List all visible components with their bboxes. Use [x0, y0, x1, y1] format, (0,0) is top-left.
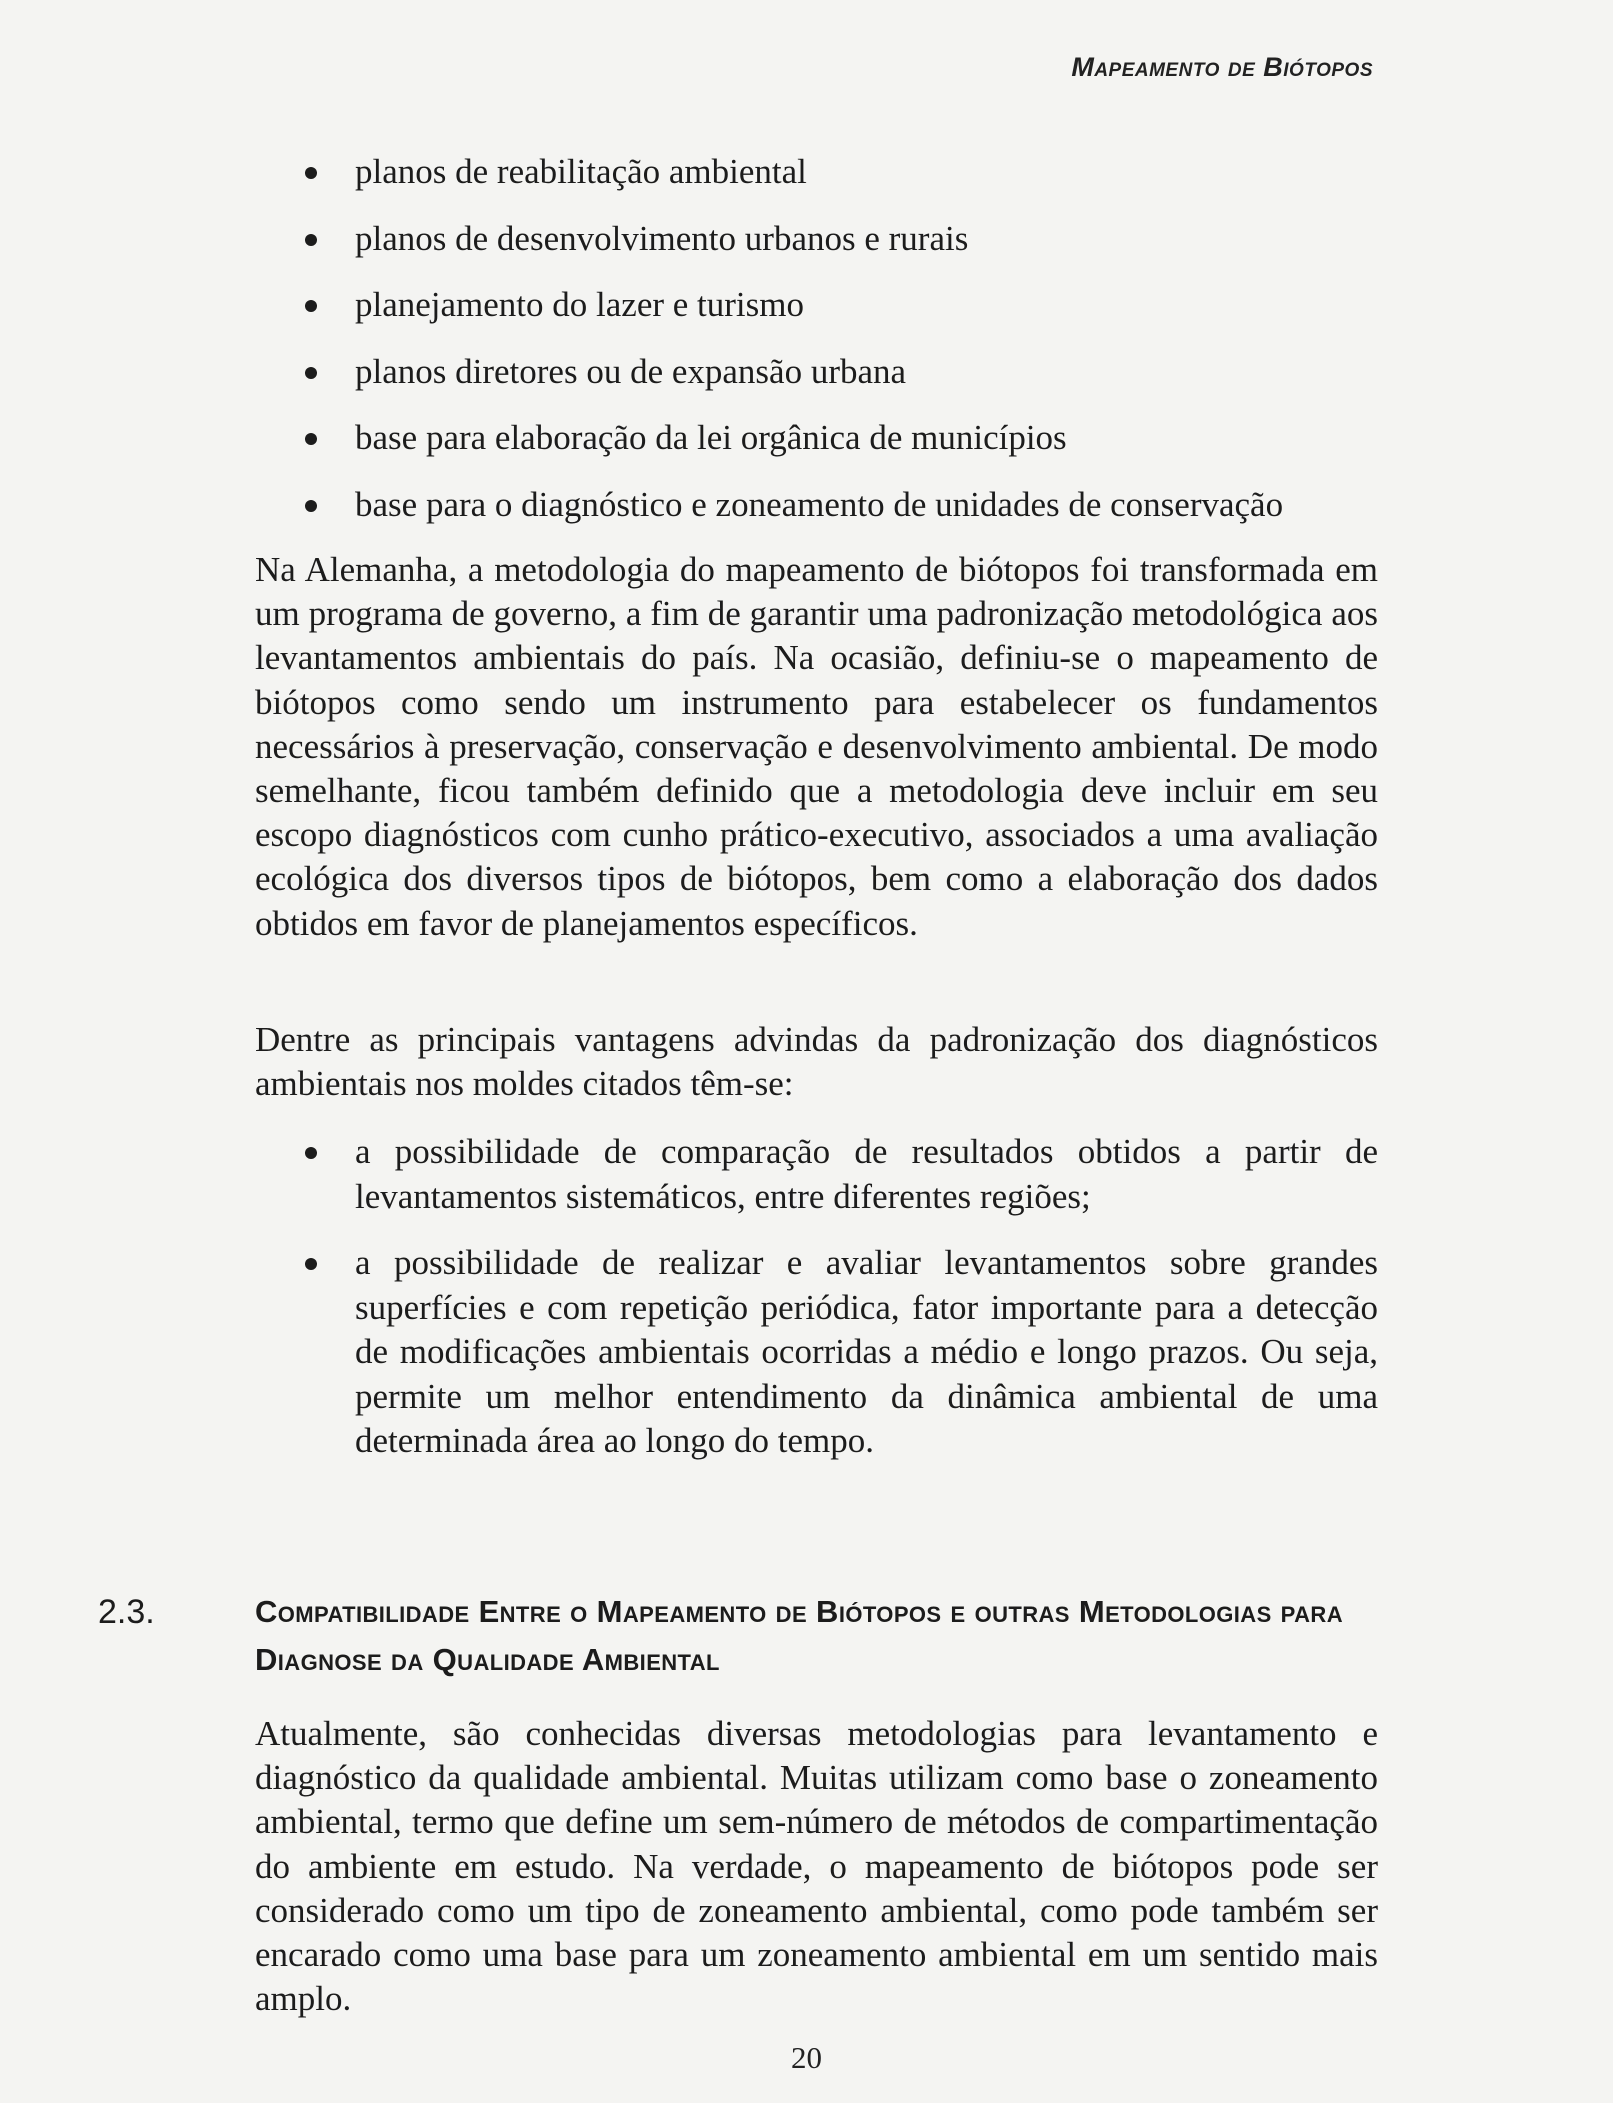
- list-item-text: planos de reabilitação ambiental: [355, 152, 807, 191]
- bullet-icon: [305, 167, 317, 179]
- list-item: [255, 283, 1378, 350]
- section-number: 2.3.: [98, 1593, 155, 1631]
- bullet-icon: [305, 367, 317, 379]
- bullet-icon: [305, 234, 317, 246]
- bullet-icon: [305, 433, 317, 445]
- list-item-text: a possibilidade de comparação de resultados obtidos a partir de levantamentos sistemáticos, entre diferentes regiões;: [355, 1132, 1378, 1216]
- paragraph-germany: Na Alemanha, a metodologia do mapeamento de biótopos foi transformada em um programa de governo, a fim de garantir uma padronização metodológica aos levantamentos ambientais do país. Na ocasião, definiu-se o mapeamento de biótopos como sendo um instrumento para estabelecer os fundamentos necessários à preservação, conservação e desenvolvimento ambiental. De modo semelhante, ficou também definido que a metodologia deve incluir em seu escopo diagnósticos com cunho prático-executivo, associados a uma avaliação ecológica dos diversos tipos de biótopos, bem como a elaboração dos dados obtidos em favor de planejamentos específicos.: [255, 550, 1378, 943]
- bullet-icon: [305, 1258, 317, 1270]
- paragraph-advantages-intro: Dentre as principais vantagens advindas da padronização dos diagnósticos ambientais nos moldes citados têm-se:: [255, 1020, 1378, 1104]
- list-item: [255, 483, 1378, 550]
- list-item-text: base para elaboração da lei orgânica de municípios: [355, 418, 1067, 457]
- list-item: [255, 217, 1378, 284]
- paragraph-methodologies: Atualmente, são conhecidas diversas metodologias para levantamento e diagnóstico da qualidade ambiental. Muitas utilizam como base o zoneamento ambiental, termo que define um sem-número de métodos de compartimentação do ambiente em estudo. Na verdade, o mapeamento de biótopos pode ser considerado como um tipo de zoneamento ambiental, como pode também ser encarado como uma base para um zoneamento ambiental em um sentido mais amplo.: [255, 1714, 1378, 2019]
- bullet-icon: [305, 300, 317, 312]
- list-item: [255, 1241, 1378, 1464]
- list-item: [255, 1130, 1378, 1219]
- list-item: [255, 350, 1378, 417]
- page-number: 20: [791, 2040, 822, 2075]
- list-item: [255, 416, 1378, 483]
- bullet-icon: [305, 1147, 317, 1159]
- list-item-text: a possibilidade de realizar e avaliar levantamentos sobre grandes superfícies e com repetição periódica, fator importante para a detecção de modificações ambientais ocorridas a médio e longo prazos. Ou seja, permite um melhor entendimento da dinâmica ambiental de uma determinada área ao longo do tempo.: [355, 1243, 1378, 1460]
- list-item-text: planos de desenvolvimento urbanos e rurais: [355, 218, 969, 258]
- section-title: Compatibilidade Entre o Mapeamento de Biótopos e outras Metodologias para Diagnose da Qualidade Ambiental: [255, 1594, 1343, 1677]
- list-item: [255, 150, 1378, 217]
- running-header: Mapeamento de Biótopos: [1071, 52, 1373, 82]
- list-item-text: base para o diagnóstico e zoneamento de unidades de conservação: [355, 484, 1284, 524]
- list-item-text: planejamento do lazer e turismo: [355, 285, 805, 324]
- bullet-icon: [305, 500, 317, 512]
- bullet-list-advantages: [255, 1130, 1378, 1464]
- list-item-text: planos diretores ou de expansão urbana: [355, 351, 907, 391]
- bullet-list-plans: [255, 150, 1378, 549]
